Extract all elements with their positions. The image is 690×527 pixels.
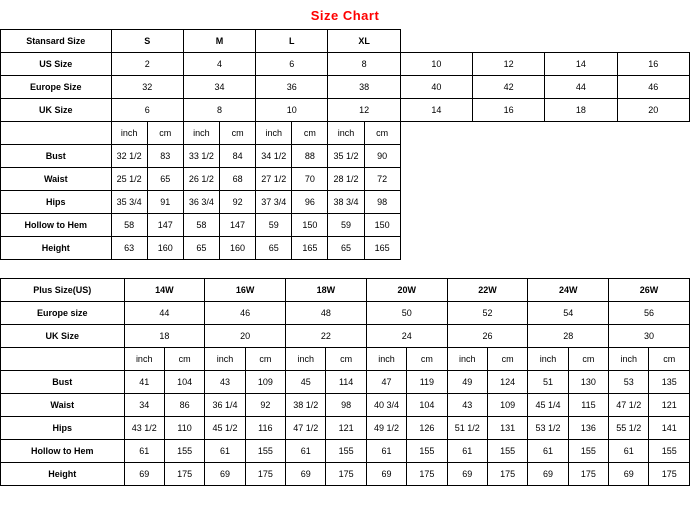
size-group-header: 22W — [447, 279, 528, 302]
row-label: UK Size — [1, 99, 112, 122]
table-row — [1, 417, 690, 440]
table-cell: 136 — [568, 417, 608, 440]
table-row — [1, 325, 690, 348]
table-row — [1, 440, 690, 463]
table-cell: 46 — [617, 76, 689, 99]
table-cell: 155 — [649, 440, 690, 463]
table-cell: 83 — [147, 145, 183, 168]
row-label: Bust — [1, 371, 125, 394]
table-cell: 84 — [220, 145, 256, 168]
table-cell: 20 — [205, 325, 286, 348]
unit-inch-label: inch — [366, 348, 406, 371]
table-cell: 4 — [183, 53, 255, 76]
unit-cm-label: cm — [245, 348, 285, 371]
table-cell: 147 — [220, 214, 256, 237]
size-group-header: 26W — [609, 279, 690, 302]
table-cell: 10 — [400, 53, 472, 76]
table-cell: 155 — [407, 440, 447, 463]
table-cell: 68 — [220, 168, 256, 191]
unit-cm-label: cm — [649, 348, 690, 371]
row-label: UK Size — [1, 325, 125, 348]
unit-inch-label: inch — [183, 122, 219, 145]
table-cell: 109 — [487, 394, 527, 417]
table-row — [1, 463, 690, 486]
table-cell: 40 3/4 — [366, 394, 406, 417]
table-cell: 61 — [609, 440, 649, 463]
table-cell: 61 — [366, 440, 406, 463]
row-label: Height — [1, 237, 112, 260]
table-cell: 37 3/4 — [256, 191, 292, 214]
table-cell: 155 — [326, 440, 366, 463]
table-cell: 44 — [124, 302, 205, 325]
table-cell: 49 1/2 — [366, 417, 406, 440]
table-row — [1, 99, 690, 122]
table-cell: 175 — [245, 463, 285, 486]
unit-cm-label: cm — [568, 348, 608, 371]
table-cell: 98 — [326, 394, 366, 417]
table-cell: 90 — [364, 145, 400, 168]
table-cell: 175 — [487, 463, 527, 486]
table-cell: 34 — [124, 394, 164, 417]
table-row — [1, 214, 690, 237]
unit-inch-label: inch — [447, 348, 487, 371]
table-cell: 96 — [292, 191, 328, 214]
table-cell: 61 — [205, 440, 245, 463]
table-cell: 155 — [568, 440, 608, 463]
table-cell: 54 — [528, 302, 609, 325]
unit-inch-label: inch — [528, 348, 568, 371]
table-cell: 14 — [545, 53, 617, 76]
table-cell: 98 — [364, 191, 400, 214]
table-cell: 33 1/2 — [183, 145, 219, 168]
table-cell: 16 — [617, 53, 689, 76]
table-cell: 135 — [649, 371, 690, 394]
unit-cm-label: cm — [487, 348, 527, 371]
table-cell: 91 — [147, 191, 183, 214]
table-cell: 115 — [568, 394, 608, 417]
table-cell: 55 1/2 — [609, 417, 649, 440]
table-cell: 26 — [447, 325, 528, 348]
table-cell: 175 — [649, 463, 690, 486]
table-cell: 6 — [256, 53, 328, 76]
table-cell: 69 — [286, 463, 326, 486]
row-label: Height — [1, 463, 125, 486]
table-cell: 69 — [447, 463, 487, 486]
plus-size-table — [0, 278, 690, 486]
table-cell: 175 — [407, 463, 447, 486]
table-cell: 86 — [164, 394, 204, 417]
size-group-header: 16W — [205, 279, 286, 302]
table-cell: 34 1/2 — [256, 145, 292, 168]
row-label: Waist — [1, 168, 112, 191]
table-cell: 41 — [124, 371, 164, 394]
row-label: US Size — [1, 53, 112, 76]
table-header-label: Stansard Size — [1, 30, 112, 53]
table-cell: 155 — [487, 440, 527, 463]
table-spacer — [0, 260, 690, 278]
table-cell: 121 — [649, 394, 690, 417]
table-cell: 35 1/2 — [328, 145, 364, 168]
table-cell: 131 — [487, 417, 527, 440]
table-cell: 124 — [487, 371, 527, 394]
table-cell: 65 — [183, 237, 219, 260]
table-cell: 53 — [609, 371, 649, 394]
table-cell: 69 — [609, 463, 649, 486]
table-cell: 150 — [364, 214, 400, 237]
table-cell: 45 — [286, 371, 326, 394]
table-cell: 32 1/2 — [111, 145, 147, 168]
table-cell: 65 — [328, 237, 364, 260]
table-cell: 48 — [286, 302, 367, 325]
unit-cm-label: cm — [364, 122, 400, 145]
table-cell: 10 — [256, 99, 328, 122]
table-cell: 28 — [528, 325, 609, 348]
size-group-header: 14W — [124, 279, 205, 302]
table-header-label: Plus Size(US) — [1, 279, 125, 302]
unit-inch-label: inch — [328, 122, 364, 145]
unit-inch-label: inch — [256, 122, 292, 145]
table-cell: 2 — [111, 53, 183, 76]
unit-cm-label: cm — [407, 348, 447, 371]
table-cell: 69 — [205, 463, 245, 486]
table-cell: 36 3/4 — [183, 191, 219, 214]
table-cell: 40 — [400, 76, 472, 99]
table-cell: 126 — [407, 417, 447, 440]
table-cell: 20 — [617, 99, 689, 122]
table-cell: 49 — [447, 371, 487, 394]
table-cell: 165 — [364, 237, 400, 260]
table-cell: 43 — [447, 394, 487, 417]
table-cell: 155 — [245, 440, 285, 463]
table-cell: 52 — [447, 302, 528, 325]
row-label: Hollow to Hem — [1, 214, 112, 237]
table-row — [1, 394, 690, 417]
row-label: Europe Size — [1, 76, 112, 99]
table-cell: 28 1/2 — [328, 168, 364, 191]
table-cell: 6 — [111, 99, 183, 122]
table-cell: 38 1/2 — [286, 394, 326, 417]
table-cell: 69 — [366, 463, 406, 486]
size-group-header: M — [183, 30, 255, 53]
table-cell: 18 — [124, 325, 205, 348]
table-cell: 44 — [545, 76, 617, 99]
table-cell: 50 — [366, 302, 447, 325]
row-label: Hollow to Hem — [1, 440, 125, 463]
table-cell: 8 — [328, 53, 400, 76]
unit-row — [1, 348, 690, 371]
table-cell: 45 1/2 — [205, 417, 245, 440]
table-cell: 59 — [328, 214, 364, 237]
table-cell: 30 — [609, 325, 690, 348]
unit-row — [1, 122, 690, 145]
table-cell: 42 — [473, 76, 545, 99]
table-cell: 61 — [447, 440, 487, 463]
table-cell: 72 — [364, 168, 400, 191]
table-cell: 12 — [473, 53, 545, 76]
unit-cm-label: cm — [220, 122, 256, 145]
table-cell: 58 — [183, 214, 219, 237]
table-cell: 150 — [292, 214, 328, 237]
size-group-header: S — [111, 30, 183, 53]
table-cell: 70 — [292, 168, 328, 191]
table-cell: 51 — [528, 371, 568, 394]
table-cell: 119 — [407, 371, 447, 394]
row-label: Hips — [1, 417, 125, 440]
table-cell: 69 — [528, 463, 568, 486]
table-cell: 18 — [545, 99, 617, 122]
table-cell: 69 — [124, 463, 164, 486]
unit-inch-label: inch — [205, 348, 245, 371]
table-row — [1, 53, 690, 76]
table-row — [1, 237, 690, 260]
table-cell: 63 — [111, 237, 147, 260]
table-cell: 61 — [286, 440, 326, 463]
table-row — [1, 76, 690, 99]
table-cell: 109 — [245, 371, 285, 394]
plus-size-table-wrapper — [0, 278, 690, 486]
row-label: Hips — [1, 191, 112, 214]
table-cell: 160 — [220, 237, 256, 260]
table-cell: 110 — [164, 417, 204, 440]
table-cell: 58 — [111, 214, 147, 237]
table-cell: 14 — [400, 99, 472, 122]
table-cell: 12 — [328, 99, 400, 122]
table-cell: 160 — [147, 237, 183, 260]
table-header-row — [1, 279, 690, 302]
table-cell: 25 1/2 — [111, 168, 147, 191]
table-cell: 43 1/2 — [124, 417, 164, 440]
unit-cm-label: cm — [164, 348, 204, 371]
table-cell: 34 — [183, 76, 255, 99]
table-cell: 22 — [286, 325, 367, 348]
table-cell: 56 — [609, 302, 690, 325]
table-cell: 65 — [256, 237, 292, 260]
table-cell: 47 — [366, 371, 406, 394]
table-cell: 165 — [292, 237, 328, 260]
table-cell: 147 — [147, 214, 183, 237]
table-cell: 141 — [649, 417, 690, 440]
size-group-header: 18W — [286, 279, 367, 302]
table-cell: 114 — [326, 371, 366, 394]
table-cell: 59 — [256, 214, 292, 237]
size-group-header: L — [256, 30, 328, 53]
table-cell: 53 1/2 — [528, 417, 568, 440]
unit-cm-label: cm — [292, 122, 328, 145]
table-row — [1, 302, 690, 325]
table-cell: 26 1/2 — [183, 168, 219, 191]
table-row — [1, 191, 690, 214]
table-cell: 38 3/4 — [328, 191, 364, 214]
table-cell: 121 — [326, 417, 366, 440]
unit-row-blank — [1, 348, 125, 371]
row-label: Europe size — [1, 302, 125, 325]
table-cell: 88 — [292, 145, 328, 168]
table-cell: 155 — [164, 440, 204, 463]
size-group-header: 24W — [528, 279, 609, 302]
unit-inch-label: inch — [111, 122, 147, 145]
table-cell: 51 1/2 — [447, 417, 487, 440]
table-cell: 175 — [164, 463, 204, 486]
table-header-row — [1, 30, 690, 53]
unit-row-blank — [1, 122, 112, 145]
table-cell: 175 — [568, 463, 608, 486]
table-cell: 65 — [147, 168, 183, 191]
table-cell: 47 1/2 — [286, 417, 326, 440]
table-cell: 92 — [220, 191, 256, 214]
table-row — [1, 145, 690, 168]
table-cell: 32 — [111, 76, 183, 99]
row-label: Bust — [1, 145, 112, 168]
unit-cm-label: cm — [326, 348, 366, 371]
size-group-header: XL — [328, 30, 400, 53]
table-cell: 61 — [528, 440, 568, 463]
table-cell: 43 — [205, 371, 245, 394]
table-cell: 24 — [366, 325, 447, 348]
table-row — [1, 168, 690, 191]
table-cell: 36 1/4 — [205, 394, 245, 417]
table-cell: 116 — [245, 417, 285, 440]
table-cell: 35 3/4 — [111, 191, 147, 214]
unit-cm-label: cm — [147, 122, 183, 145]
table-row — [1, 371, 690, 394]
table-cell: 130 — [568, 371, 608, 394]
table-cell: 92 — [245, 394, 285, 417]
table-cell: 104 — [407, 394, 447, 417]
table-cell: 38 — [328, 76, 400, 99]
table-cell: 47 1/2 — [609, 394, 649, 417]
table-cell: 27 1/2 — [256, 168, 292, 191]
unit-inch-label: inch — [286, 348, 326, 371]
table-cell: 61 — [124, 440, 164, 463]
table-cell: 8 — [183, 99, 255, 122]
row-label: Waist — [1, 394, 125, 417]
table-cell: 16 — [473, 99, 545, 122]
table-cell: 46 — [205, 302, 286, 325]
table-cell: 36 — [256, 76, 328, 99]
standard-size-table-wrapper — [0, 29, 690, 260]
table-cell: 175 — [326, 463, 366, 486]
unit-inch-label: inch — [609, 348, 649, 371]
size-group-header: 20W — [366, 279, 447, 302]
standard-size-table — [0, 29, 690, 260]
table-cell: 104 — [164, 371, 204, 394]
page-title: Size Chart — [310, 8, 380, 23]
unit-inch-label: inch — [124, 348, 164, 371]
table-cell: 45 1/4 — [528, 394, 568, 417]
